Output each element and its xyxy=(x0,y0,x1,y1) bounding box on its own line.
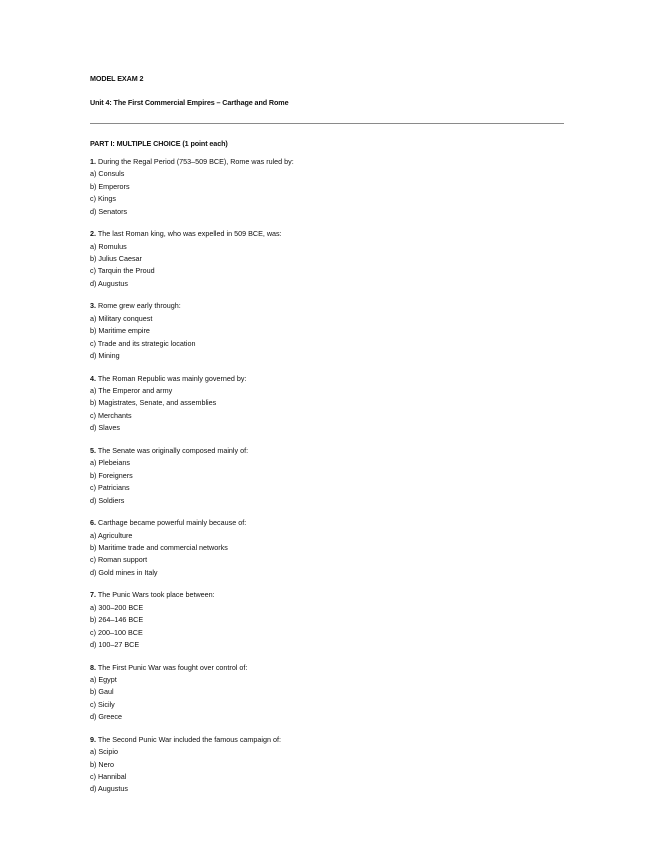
question-9 xyxy=(90,734,564,796)
answer-option-a: a) Agriculture xyxy=(90,530,133,540)
question-text: Rome grew early through: xyxy=(98,301,181,311)
answer-option-a: a) Egypt xyxy=(90,674,117,684)
answer-option-b: b) Nero xyxy=(90,759,114,769)
question-text: The Second Punic War included the famous campaign of: xyxy=(97,734,281,744)
question-prompt xyxy=(90,517,564,529)
question-1 xyxy=(90,156,564,218)
question-number: 4. xyxy=(90,373,96,383)
answer-option-a: a) Romulus xyxy=(90,241,127,251)
answer-option-c: c) Trade and its strategic location xyxy=(90,338,196,348)
question-number: 3. xyxy=(90,301,96,311)
question-7 xyxy=(90,589,564,651)
question-number: 6. xyxy=(90,518,96,528)
question-number: 5. xyxy=(90,445,96,455)
question-5 xyxy=(90,445,564,507)
answer-option-a: a) Plebeians xyxy=(90,458,130,468)
unit-title: Unit 4: The First Commercial Empires – Carthage and Rome xyxy=(90,98,289,107)
answer-option-d: d) Senators xyxy=(90,206,128,216)
question-2 xyxy=(90,228,564,290)
answer-option-d: d) Augustus xyxy=(90,278,128,288)
question-3 xyxy=(90,300,564,362)
answer-option-c: c) 200–100 BCE xyxy=(90,627,143,637)
answer-option-c: c) Kings xyxy=(90,194,116,204)
question-number: 9. xyxy=(90,734,96,744)
answer-option-c: c) Roman support xyxy=(90,555,148,565)
answer-option-c: c) Patricians xyxy=(90,483,130,493)
question-prompt xyxy=(90,445,564,457)
question-text: The Punic Wars took place between: xyxy=(97,590,215,600)
question-text: The Senate was originally composed mainly of: xyxy=(97,445,249,455)
answer-option-b: b) Magistrates, Senate, and assemblies xyxy=(90,398,217,408)
question-text: During the Regal Period (753–509 BCE), Rome was ruled by: xyxy=(98,157,294,166)
question-number: 2. xyxy=(90,229,96,239)
question-prompt xyxy=(90,300,564,312)
answer-option-a: a) Military conquest xyxy=(90,313,153,323)
answer-option-b: b) Julius Caesar xyxy=(90,254,142,264)
question-prompt xyxy=(90,662,564,674)
question-prompt xyxy=(90,373,564,385)
question-prompt xyxy=(90,734,564,746)
question-6 xyxy=(90,517,564,579)
answer-option-a: a) 300–200 BCE xyxy=(90,602,144,612)
question-8 xyxy=(90,662,564,724)
answer-option-d: d) Greece xyxy=(90,712,122,722)
exam-title: MODEL EXAM 2 xyxy=(90,74,144,83)
question-text: The First Punic War was fought over control of: xyxy=(97,662,248,672)
answer-option-d: d) Gold mines in Italy xyxy=(90,567,158,577)
answer-option-b: b) Gaul xyxy=(90,687,114,697)
question-number: 8. xyxy=(90,662,96,672)
question-4 xyxy=(90,373,564,435)
answer-option-c: c) Merchants xyxy=(90,410,132,420)
question-text: The Roman Republic was mainly governed by: xyxy=(97,373,247,383)
question-text: Carthage became powerful mainly because of: xyxy=(98,518,247,528)
answer-option-c: c) Hannibal xyxy=(90,771,127,781)
question-prompt xyxy=(90,589,564,601)
question-prompt xyxy=(90,156,564,168)
horizontal-rule xyxy=(90,123,564,124)
answer-option-a: a) Scipio xyxy=(90,747,118,757)
answer-option-c: c) Tarquin the Proud xyxy=(90,266,155,276)
answer-option-b: b) 264–146 BCE xyxy=(90,615,144,625)
answer-option-d: d) Augustus xyxy=(90,784,128,794)
question-prompt xyxy=(90,228,564,240)
answer-option-b: b) Maritime empire xyxy=(90,326,150,336)
answer-option-d: d) 100–27 BCE xyxy=(90,639,140,649)
question-number: 1. xyxy=(90,157,96,166)
question-number: 7. xyxy=(90,590,96,600)
answer-option-b: b) Maritime trade and commercial networks xyxy=(90,542,228,552)
question-text: The last Roman king, who was expelled in 509 BCE, was: xyxy=(97,229,282,239)
answer-option-a: a) The Emperor and army xyxy=(90,386,173,396)
question-list xyxy=(90,156,564,806)
answer-option-d: d) Mining xyxy=(90,351,120,361)
part-heading: PART I: MULTIPLE CHOICE (1 point each) xyxy=(90,139,228,148)
answer-option-b: b) Emperors xyxy=(90,181,130,191)
answer-option-a: a) Consuls xyxy=(90,169,125,179)
answer-option-c: c) Sicily xyxy=(90,699,115,709)
answer-option-d: d) Soldiers xyxy=(90,495,125,505)
answer-option-d: d) Slaves xyxy=(90,423,120,433)
answer-option-b: b) Foreigners xyxy=(90,470,133,480)
